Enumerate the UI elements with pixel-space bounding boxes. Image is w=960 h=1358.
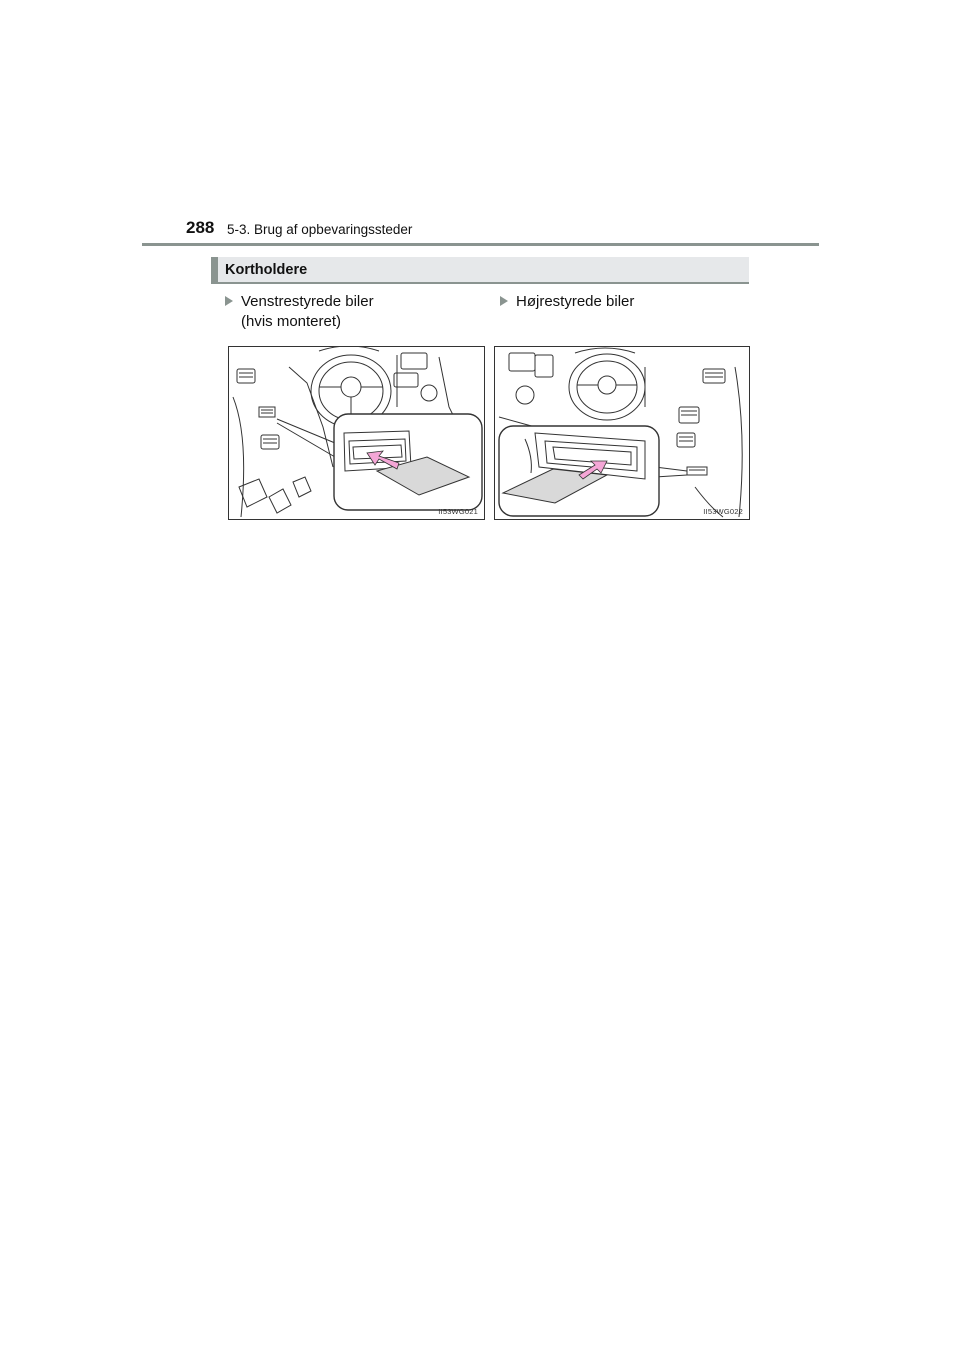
bullet-left-line1: Venstrestyrede biler (241, 293, 374, 310)
triangle-bullet-icon (500, 296, 508, 306)
dashboard-illustration-right (495, 347, 750, 520)
figure-left-hand-drive (228, 346, 485, 520)
header-rule (142, 243, 819, 246)
figure-right-hand-drive (494, 346, 750, 520)
bullet-left-line2: (hvis monteret) (241, 313, 342, 330)
dashboard-illustration-left (229, 347, 485, 520)
page-number: 288 (186, 218, 215, 237)
section-heading (211, 257, 749, 284)
bullet-right-hand-drive (500, 292, 634, 312)
triangle-bullet-icon (225, 296, 233, 306)
bullet-left-hand-drive (225, 292, 374, 332)
figure-code-left: II53WG021 (438, 507, 478, 516)
bullet-right-line1: Højrestyrede biler (516, 293, 635, 310)
figure-code-right: II53WG022 (703, 507, 743, 516)
section-heading-bar (211, 257, 218, 282)
section-title: Kortholdere (225, 262, 308, 278)
chapter-title: 5-3. Brug af opbevaringssteder (227, 222, 413, 237)
